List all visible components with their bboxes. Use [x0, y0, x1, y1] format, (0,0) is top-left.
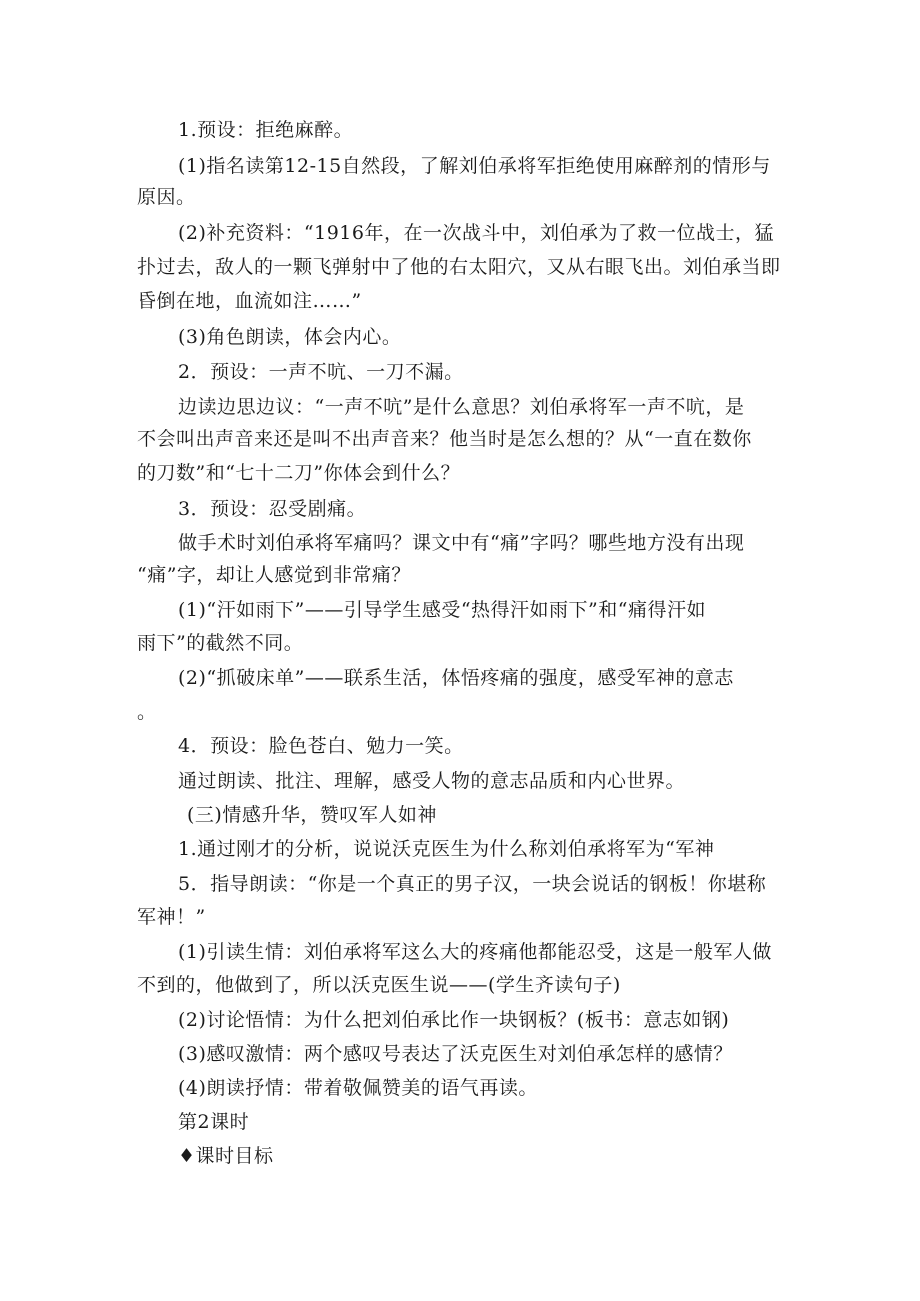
text-line: (1)“汗如雨下”——引导学生感受“热得汗如雨下”和“痛得汗如 [178, 599, 706, 621]
lesson-heading: 第2课时 [178, 1111, 250, 1133]
text-line: (2)补充资料：“1916年，在一次战斗中，刘伯承为了救一位战士，猛 [178, 222, 774, 244]
text-line: 做手术时刘伯承将军痛吗？课文中有“痛”字吗？哪些地方没有出现 [178, 532, 745, 554]
text-line: (1)引读生情：刘伯承将军这么大的疼痛他都能忍受，这是一般军人做 [178, 941, 772, 963]
text-line: (4)朗读抒情：带着敬佩赞美的语气再读。 [178, 1077, 538, 1099]
text-line: 不会叫出声音来还是叫不出声音来？他当时是怎么想的？从“一直在数你 [137, 428, 752, 450]
text-line: 4．预设：脸色苍白、勉力一笑。 [178, 735, 464, 757]
text-line: 不到的，他做到了，所以沃克医生说——(学生齐读句子) [137, 974, 621, 996]
text-line: (2)讨论悟情：为什么把刘伯承比作一块钢板？(板书：意志如钢) [178, 1009, 730, 1031]
text-line: 边读边思边议：“一声不吭”是什么意思？刘伯承将军一声不吭，是 [178, 396, 745, 418]
text-line: 2．预设：一声不吭、一刀不漏。 [178, 361, 464, 383]
text-line: (3)角色朗读，体会内心。 [178, 326, 402, 348]
text-line: 扑过去，敌人的一颗飞弹射中了他的右太阳穴，又从右眼飞出。刘伯承当即 [137, 256, 781, 278]
section-heading: (三)情感升华，赞叹军人如神 [187, 804, 437, 826]
text-line: “痛”字，却让人感觉到非常痛？ [137, 564, 411, 586]
text-line: 5．指导朗读：“你是一个真正的男子汉，一块会说话的钢板！你堪称 [178, 873, 767, 895]
text-line: 1.预设：拒绝麻醉。 [178, 119, 354, 141]
text-line: 3．预设：忍受剧痛。 [178, 498, 367, 520]
text-line: 通过朗读、批注、理解，感受人物的意志品质和内心世界。 [178, 770, 686, 792]
text-line: (2)“抓破床单”——联系生活，体悟疼痛的强度，感受军神的意志 [178, 667, 734, 689]
text-line: 原因。 [137, 186, 196, 208]
text-line: 1.通过刚才的分析，说说沃克医生为什么称刘伯承将军为“军神 [178, 838, 715, 860]
text-line: (1)指名读第12-15自然段，了解刘伯承将军拒绝使用麻醉剂的情形与 [178, 155, 771, 177]
objectives-heading: ♦课时目标 [178, 1145, 274, 1167]
text-line: (3)感叹激情：两个感叹号表达了沃克医生对刘伯承怎样的感情？ [178, 1043, 733, 1065]
text-line: 雨下”的截然不同。 [137, 632, 304, 654]
text-line: 军神！” [137, 906, 206, 928]
text-line: 昏倒在地，血流如注……” [137, 290, 362, 312]
text-line: 。 [137, 701, 157, 723]
text-line: 的刀数”和“七十二刀”你体会到什么？ [137, 462, 461, 484]
